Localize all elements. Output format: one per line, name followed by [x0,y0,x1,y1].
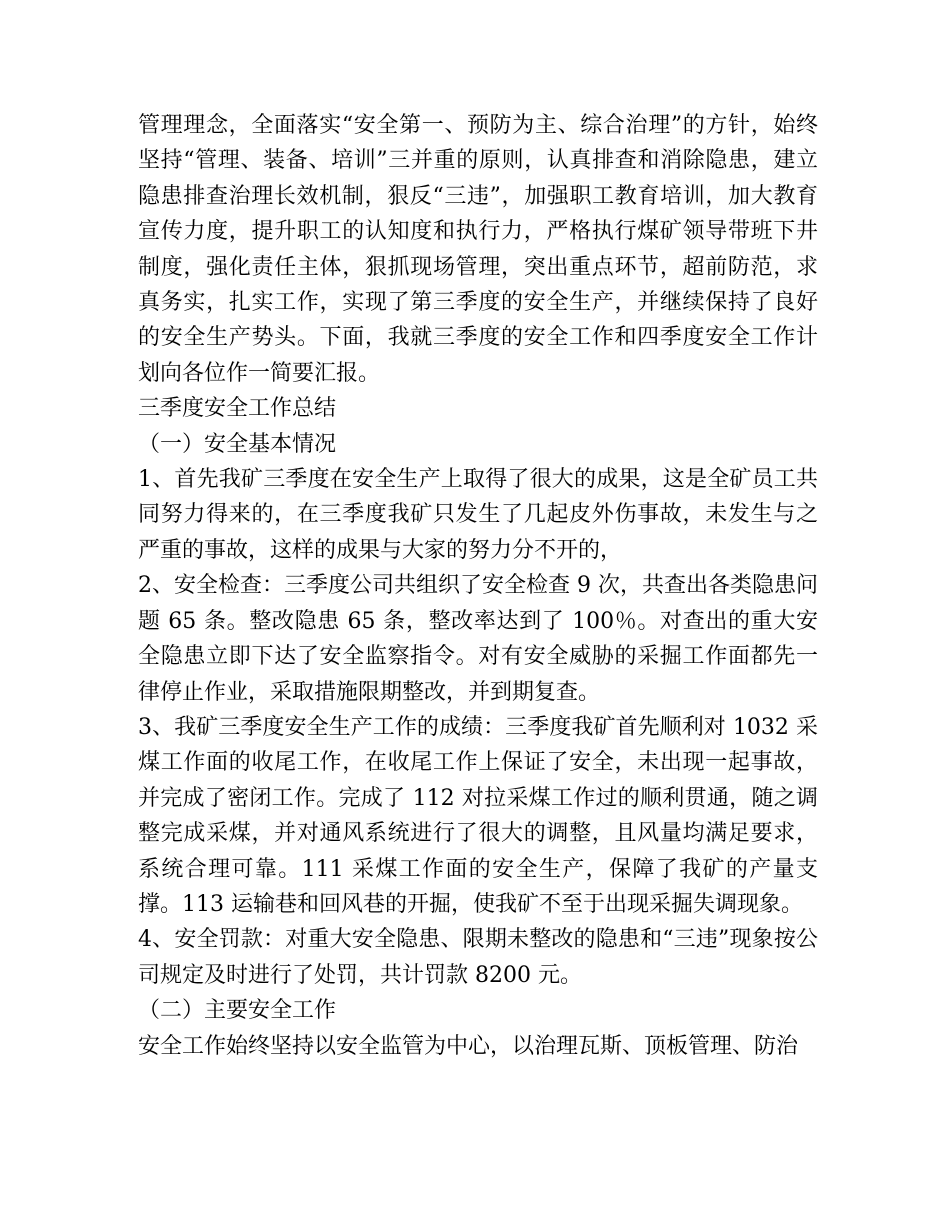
paragraph-item-2: 2、安全检查：三季度公司共组织了安全检查 9 次，共查出各类隐患问题 65 条。整改隐患 65 条，整改率达到了 100％。对查出的重大安全隐患立即下达了安全监察指令。对有安全威胁的采掘工作面都先一律停止作业，采取措施限期整改，并到期复查。 [138,573,818,705]
paragraph-intro: 管理理念，全面落实“安全第一、预防为主、综合治理”的方针，始终坚持“管理、装备、培训”三并重的原则，认真排查和消除隐患，建立隐患排查治理长效机制，狠反“三违”，加强职工教育培训，加大教育宣传力度，提升职工的认知度和执行力，严格执行煤矿领导带班下井制度，强化责任主体，狠抓现场管理，突出重点环节，超前防范，求真务实，扎实工作，实现了第三季度的安全生产，并继续保持了良好的安全生产势头。下面，我就三季度的安全工作和四季度安全工作计划向各位作一简要汇报。 [138,113,818,386]
document-body [138,108,818,1064]
section-heading-q3-summary: 三季度安全工作总结 [138,396,337,422]
paragraph-main-work: 安全工作始终坚持以安全监管为中心，以治理瓦斯、顶板管理、防治 [138,1033,799,1059]
paragraph-item-1: 1、首先我矿三季度在安全生产上取得了很大的成果，这是全矿员工共同努力得来的，在三季度我矿只发生了几起皮外伤事故，未发生与之严重的事故，这样的成果与大家的努力分不开的， [138,467,818,563]
paragraph-item-3: 3、我矿三季度安全生产工作的成绩：三季度我矿首先顺利对 1032 采煤工作面的收尾工作，在收尾工作上保证了安全，未出现一起事故，并完成了密闭工作。完成了 112 对拉采煤工作过的顺利贯通，随之调整完成采煤，并对通风系统进行了很大的调整，且风量均满足要求，系统合理可靠。111 采煤工作面的安全生产，保障了我矿的产量支撑。113 运输巷和回风巷的开掘，使我矿不至于出现采掘失调现象。 [138,714,818,917]
subsection-heading-basic-situation: （一）安全基本情况 [138,431,337,457]
paragraph-item-4: 4、安全罚款：对重大安全隐患、限期未整改的隐患和“三违”现象按公司规定及时进行了处罚，共计罚款 8200 元。 [138,927,818,988]
subsection-heading-main-work: （二）主要安全工作 [138,998,337,1024]
